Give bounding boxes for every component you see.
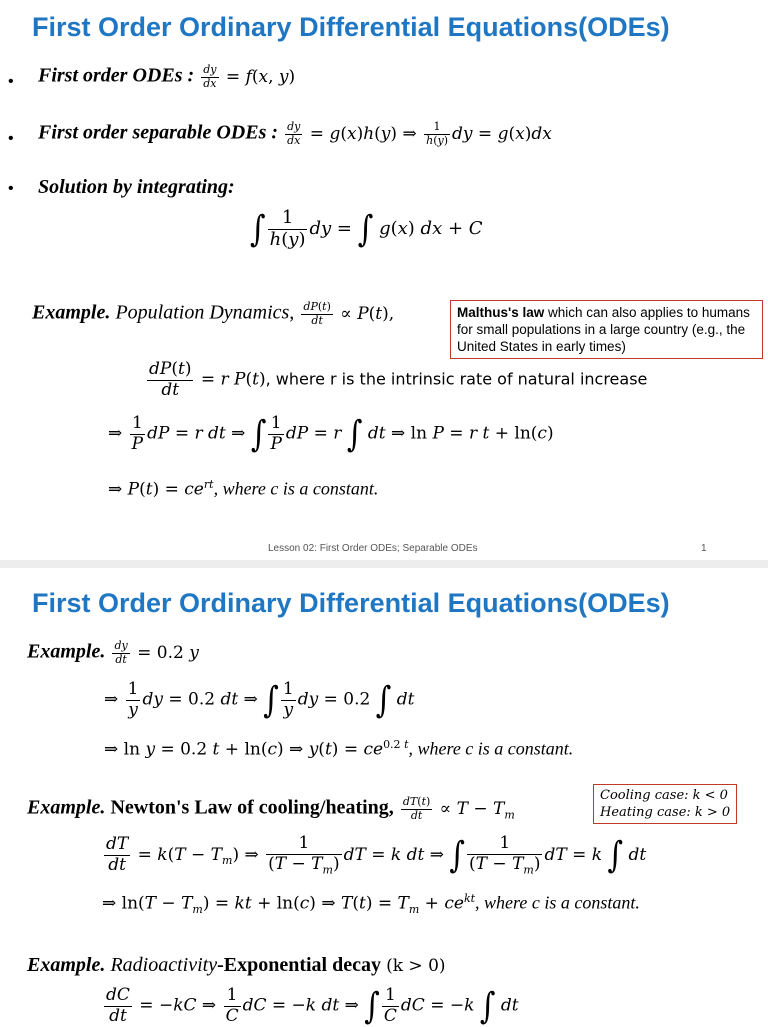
bullet-label: First order separable ODEs : — [38, 121, 279, 144]
integration-steps: ⇒ $\frac{1}{y}$ dy = 0.2 dt ⇒ ∫ $\frac{1}{y}$ dy = 0.2 ∫ dt — [104, 679, 415, 722]
example-condition: (k > 0) — [386, 956, 446, 976]
footer-lesson: Lesson 02: First Order ODEs; Separable ODEs — [268, 543, 478, 554]
constant-text: , where c is a constant. — [408, 738, 574, 759]
bullet-separable-odes — [38, 121, 552, 147]
example-linear-growth — [27, 640, 199, 666]
malthus-law-note — [450, 300, 763, 359]
cooling-solution-equation: ⇒ $\ln(T - T_m)$ = kt + ln(c) ⇒ $T(t) = T_m + ce^{kt}$, where c is a constant. — [102, 892, 640, 917]
example-bold-text: -Exponential decay — [217, 954, 381, 976]
slide-title: First Order Ordinary Differential Equations(ODEs) — [32, 12, 670, 42]
example-text: Newton's Law of cooling/heating, — [110, 796, 394, 819]
constant-text: , where c is a constant. — [475, 892, 640, 913]
bullet-marker: • — [8, 180, 14, 197]
cooling-case: Cooling case: k < 0 — [600, 788, 728, 803]
note-bold: Malthus's law — [457, 305, 545, 320]
integral-solution-equation: ∫ $\frac{1}{h(y)}$ dy = ∫ g(x) dx + C — [250, 207, 483, 251]
integration-steps: ⇒ $\frac{1}{P}$ dP = r dt ⇒ ∫ $\frac{1}{P}$ dP = r ∫ dt ⇒ ln P = r t + ln(c) — [108, 413, 554, 456]
cooling-heating-note — [593, 784, 737, 824]
equation: $\frac{dy}{dt}$ = 0.2 y — [114, 639, 199, 666]
page-number: 1 — [701, 543, 707, 554]
example-label: Example. — [27, 954, 106, 976]
equation: $\frac{dy}{dx}$ = g(x)h(y) ⇒ $\frac{1}{h(y)}$ dy = g(x)dx — [287, 120, 552, 147]
solution-equation: ⇒ $P(t) = ce^{rt}$, where c is a constant. — [108, 478, 379, 500]
bullet-first-order-odes — [38, 64, 295, 90]
example-label: Example. — [32, 301, 111, 324]
bullet-solution-by-integrating — [38, 176, 235, 199]
example-newton-cooling — [27, 796, 515, 822]
decay-integration-steps: $\frac{dC}{dt}$ = −kC ⇒ $\frac{1}{C}$ dC = −k dt ⇒ ∫ $\frac{1}{C}$ dC = −k ∫ dt — [106, 985, 519, 1027]
growth-equation: $\frac{dP(t)}{dt}$ = r P(t), where r is the intrinsic rate of natural increase — [149, 359, 648, 400]
bullet-marker: • — [8, 73, 14, 90]
bullet-marker: • — [8, 130, 14, 147]
example-text: Population Dynamics, — [115, 301, 295, 324]
note-text: which can also applies to humans for small populations in a large country (e.g., the United States in early times) — [457, 305, 750, 354]
heating-case: Heating case: k > 0 — [600, 805, 731, 820]
example-label: Example. — [27, 796, 106, 819]
equation: $\frac{dT(t)}{dt}$ ∝ $T - T_m$ — [402, 795, 515, 822]
bullet-label: Solution by integrating: — [38, 176, 235, 198]
example-italic-text: Radioactivity — [110, 954, 218, 976]
slide-title: First Order Ordinary Differential Equations(ODEs) — [32, 588, 670, 618]
slide-2 — [0, 568, 768, 1027]
solution-equation: ⇒ ln y = 0.2 t + ln(c) ⇒ $y(t) = ce^{0.2 t}$, where c is a constant. — [104, 738, 574, 760]
example-population-dynamics — [32, 301, 394, 327]
constant-text: , where c is a constant. — [213, 478, 379, 499]
slide-separator — [0, 560, 768, 568]
equation: $\frac{dP(t)}{dt}$ ∝ P(t), — [303, 300, 395, 327]
example-radioactivity — [27, 954, 446, 977]
cooling-integration-steps: $\frac{dT}{dt}$ = $k(T - T_m)$ ⇒ $\frac{1}{(T - T_m)}$ dT = k dt ⇒ ∫ $\frac{1}{(T - T_m)}$ dT = k ∫ dt — [106, 833, 647, 877]
equation: $\frac{dy}{dx}$ = f(x, y) — [203, 63, 296, 90]
bullet-label: First order ODEs : — [38, 64, 195, 87]
rate-text: , where r is the intrinsic rate of natural increase — [265, 369, 648, 389]
example-label: Example. — [27, 640, 106, 663]
